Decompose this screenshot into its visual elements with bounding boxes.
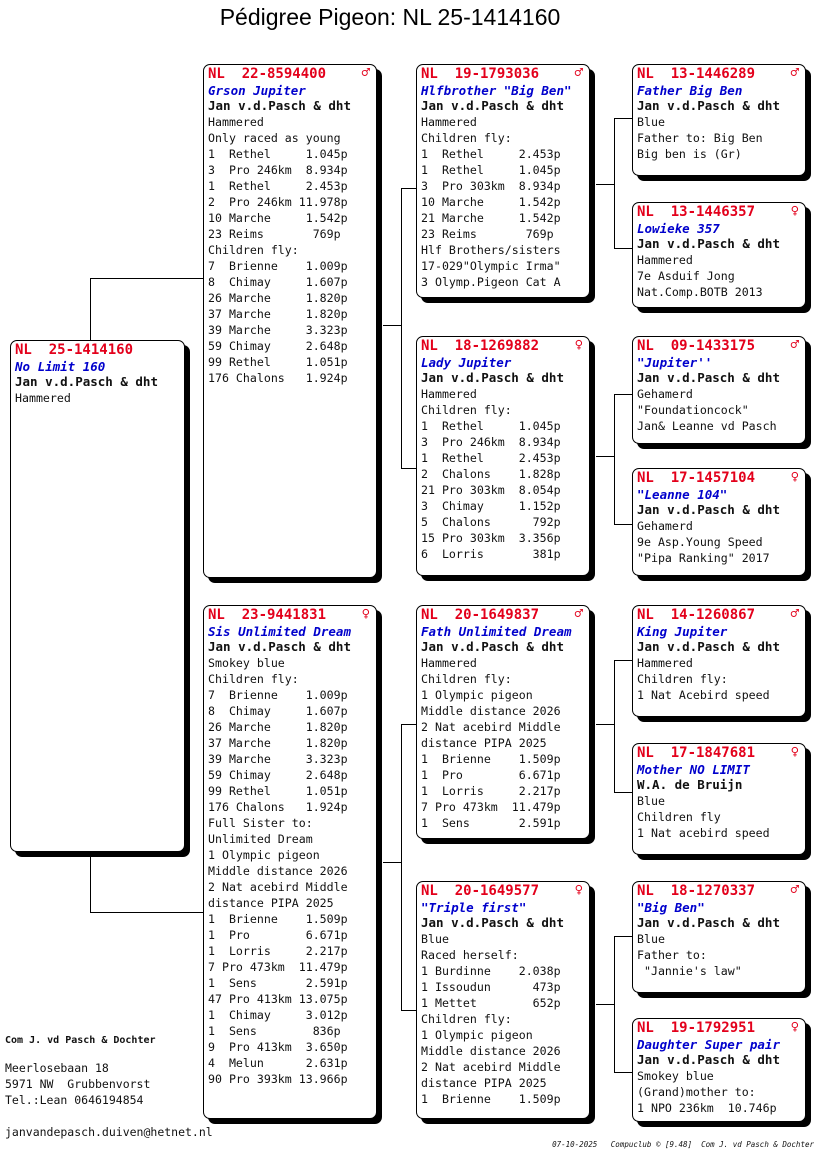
info-line: 2 Nat acebird Middle [208, 880, 348, 894]
ring-number: NL 19-1793036 [421, 66, 540, 82]
info-line: Hlf Brothers/sisters [421, 243, 561, 257]
info-line: 21 Pro 303km 8.054p [421, 483, 561, 497]
info-line: Hammered [637, 656, 693, 670]
female-symbol-icon: ♀ [574, 882, 583, 898]
info-line: Smokey blue [208, 656, 285, 670]
info-line: Raced herself: [421, 948, 519, 962]
info-line: 1 Lorris 2.217p [208, 944, 348, 958]
connector [401, 188, 402, 468]
info-line: 1 Brienne 1.509p [421, 752, 561, 766]
info-line: 59 Chimay 2.648p [208, 768, 348, 782]
pigeon-name: "Big Ben" [637, 900, 705, 915]
info-line: 1 NPO 236km 10.746p [637, 1101, 777, 1115]
info-line: 1 Issoudun 473p [421, 980, 561, 994]
ring-number: NL 13-1446357 [637, 204, 756, 220]
pigeon-name: Daughter Super pair [637, 1037, 780, 1052]
ring-number: NL 20-1649837 [421, 607, 540, 623]
pigeon-card-paternal-grandfather[interactable] [416, 64, 590, 298]
info-line: 1 Brienne 1.509p [421, 1092, 561, 1106]
info-line: 7 Brienne 1.009p [208, 688, 348, 702]
pigeon-name: Fath Unlimited Dream [421, 624, 572, 639]
info-line: Only raced as young [208, 131, 341, 145]
female-symbol-icon: ♀ [574, 337, 583, 353]
owner-name: Jan v.d.Pasch & dht [637, 236, 780, 251]
pigeon-card-ggm-2[interactable] [632, 468, 806, 576]
ring-number: NL 17-1457104 [637, 470, 756, 486]
info-line: 1 Sens 2.591p [208, 976, 348, 990]
owner-name: Jan v.d.Pasch & dht [421, 98, 564, 113]
info-line: 39 Marche 3.323p [208, 323, 348, 337]
owner-name: Jan v.d.Pasch & dht [208, 98, 351, 113]
info-line: Blue [637, 794, 665, 808]
info-line: Father to: Big Ben [637, 131, 763, 145]
info-line: Blue [637, 115, 665, 129]
connector [614, 1072, 632, 1073]
connector [614, 660, 632, 661]
print-footer: 07-10-2025 Compuclub © [9.48] Com J. vd Pasch & Dochter [552, 1140, 814, 1149]
connector [401, 724, 402, 1010]
connector [401, 724, 417, 725]
info-line: Children fly: [637, 672, 728, 686]
connector [596, 456, 614, 457]
info-line: 176 Chalons 1.924p [208, 800, 348, 814]
owner-name: Jan v.d.Pasch & dht [637, 502, 780, 517]
info-line: 7e Asduif Jong [637, 269, 735, 283]
connector [401, 1010, 417, 1011]
ring-number: NL 19-1792951 [637, 1020, 756, 1036]
ring-number: NL 22-8594400 [208, 66, 327, 82]
female-symbol-icon: ♀ [790, 1019, 799, 1035]
info-line: Hammered [208, 115, 264, 129]
info-line: Hammered [421, 115, 477, 129]
info-line: 23 Reims 769p [208, 227, 341, 241]
info-line: 3 Olymp.Pigeon Cat A [421, 275, 561, 289]
info-line: Children fly [637, 810, 721, 824]
male-symbol-icon: ♂ [790, 882, 799, 898]
info-line: 1 Lorris 2.217p [421, 784, 561, 798]
info-line: Hammered [637, 253, 693, 267]
info-line: 99 Rethel 1.051p [208, 784, 348, 798]
connector [401, 188, 417, 189]
info-line: 9 Pro 413km 3.650p [208, 1040, 348, 1054]
pigeon-name: "Jupiter'' [637, 355, 713, 370]
info-line: Jan& Leanne vd Pasch [637, 419, 777, 433]
info-line: Children fly: [421, 1012, 512, 1026]
connector [401, 468, 417, 469]
info-line: Gehamerd [637, 519, 693, 533]
pigeon-card-ggm-4[interactable] [632, 1018, 806, 1122]
info-line: 1 Mettet 652p [421, 996, 561, 1010]
connector [596, 724, 614, 725]
info-line: Children fly: [421, 131, 512, 145]
pigeon-name: Lady Jupiter [421, 355, 512, 370]
pigeon-name: Hlfbrother "Big Ben" [421, 83, 572, 98]
pigeon-card-ggf-3[interactable] [632, 605, 806, 717]
connector [596, 1004, 614, 1005]
info-line: 7 Pro 473km 11.479p [208, 960, 348, 974]
info-line: Blue [637, 932, 665, 946]
info-line: distance PIPA 2025 [421, 1076, 547, 1090]
pigeon-name: "Leanne 104" [637, 487, 728, 502]
ring-number: NL 23-9441831 [208, 607, 327, 623]
info-line: Hammered [421, 656, 477, 670]
ring-number: NL 09-1433175 [637, 338, 756, 354]
info-line: 7 Brienne 1.009p [208, 259, 348, 273]
female-symbol-icon: ♀ [790, 203, 799, 219]
ring-number: NL 18-1270337 [637, 883, 756, 899]
pigeon-card-paternal-grandmother[interactable] [416, 336, 590, 576]
pigeon-card-ggm-3[interactable] [632, 743, 806, 855]
breeder-address-2: 5971 NW Grubbenvorst [5, 1077, 151, 1091]
pigeon-card-maternal-grandfather[interactable] [416, 605, 590, 839]
male-symbol-icon: ♂ [790, 606, 799, 622]
connector [383, 325, 401, 326]
info-line: 1 Nat acebird speed [637, 826, 770, 840]
ring-number: NL 13-1446289 [637, 66, 756, 82]
pigeon-card-ggm-1[interactable] [632, 202, 806, 308]
ring-number: NL 20-1649577 [421, 883, 540, 899]
female-symbol-icon: ♀ [790, 744, 799, 760]
pigeon-name: No Limit 160 [15, 359, 106, 374]
connector [614, 394, 615, 524]
connector [614, 936, 615, 1072]
ring-number: NL 18-1269882 [421, 338, 540, 354]
male-symbol-icon: ♂ [790, 337, 799, 353]
pigeon-card-ggf-2[interactable] [632, 336, 806, 444]
connector [614, 394, 632, 395]
info-line: 1 Rethel 1.045p [421, 163, 561, 177]
info-line: 15 Pro 303km 3.356p [421, 531, 561, 545]
info-line: (Grand)mother to: [637, 1085, 756, 1099]
female-symbol-icon: ♀ [361, 606, 370, 622]
info-line: 1 Pro 6.671p [421, 768, 561, 782]
connector [614, 118, 632, 119]
pigeon-name: Grson Jupiter [208, 83, 306, 98]
info-line: 17-029"Olympic Irma" [421, 259, 561, 273]
connector [90, 912, 204, 913]
info-line: 1 Olympic pigeon [421, 1028, 533, 1042]
info-line: 1 Rethel 1.045p [208, 147, 348, 161]
info-line: Smokey blue [637, 1069, 714, 1083]
info-line: 1 Sens 2.591p [421, 816, 561, 830]
info-line: Hammered [421, 387, 477, 401]
info-line: Children fly: [208, 672, 299, 686]
connector [614, 792, 632, 793]
male-symbol-icon: ♂ [574, 65, 583, 81]
connector [614, 936, 632, 937]
pigeon-name: Father Big Ben [637, 83, 743, 98]
info-line: 26 Marche 1.820p [208, 720, 348, 734]
male-symbol-icon: ♂ [361, 65, 370, 81]
info-line: Hammered [15, 391, 71, 405]
owner-name: Jan v.d.Pasch & dht [208, 639, 351, 654]
info-line: 23 Reims 769p [421, 227, 554, 241]
info-line: 2 Chalons 1.828p [421, 467, 561, 481]
info-line: 37 Marche 1.820p [208, 736, 348, 750]
female-symbol-icon: ♀ [790, 469, 799, 485]
info-line: 4 Melun 2.631p [208, 1056, 348, 1070]
info-line: 1 Chimay 3.012p [208, 1008, 348, 1022]
info-line: 1 Rethel 2.453p [208, 179, 348, 193]
connector [614, 248, 632, 249]
info-line: Full Sister to: [208, 816, 313, 830]
info-line: Middle distance 2026 [421, 1044, 561, 1058]
info-line: 10 Marche 1.542p [421, 195, 561, 209]
info-line: 1 Rethel 2.453p [421, 451, 561, 465]
connector [614, 660, 615, 792]
pigeon-card-mother[interactable] [203, 605, 377, 1119]
breeder-name: Com J. vd Pasch & Dochter [5, 1035, 156, 1046]
info-line: 1 Olympic pigeon [208, 848, 320, 862]
owner-name: Jan v.d.Pasch & dht [421, 639, 564, 654]
connector [596, 184, 614, 185]
male-symbol-icon: ♂ [790, 65, 799, 81]
info-line: 1 Olympic pigeon [421, 688, 533, 702]
info-line: Big ben is (Gr) [637, 147, 742, 161]
info-line: 1 Brienne 1.509p [208, 912, 348, 926]
info-line: 47 Pro 413km 13.075p [208, 992, 348, 1006]
info-line: 8 Chimay 1.607p [208, 275, 348, 289]
pigeon-card-ggf-4[interactable] [632, 881, 806, 993]
info-line: 1 Rethel 2.453p [421, 147, 561, 161]
info-line: 26 Marche 1.820p [208, 291, 348, 305]
info-line: 21 Marche 1.542p [421, 211, 561, 225]
owner-name: Jan v.d.Pasch & dht [421, 915, 564, 930]
info-line: "Jannie's law" [637, 964, 742, 978]
info-line: Middle distance 2026 [421, 704, 561, 718]
pigeon-name: Lowieke 357 [637, 221, 720, 236]
info-line: 37 Marche 1.820p [208, 307, 348, 321]
info-line: distance PIPA 2025 [421, 736, 547, 750]
info-line: distance PIPA 2025 [208, 896, 334, 910]
info-line: 3 Pro 246km 8.934p [208, 163, 348, 177]
breeder-email[interactable]: janvandepasch.duiven@hetnet.nl [5, 1125, 213, 1139]
owner-name: W.A. de Bruijn [637, 777, 743, 792]
info-line: 2 Pro 246km 11.978p [208, 195, 348, 209]
owner-name: Jan v.d.Pasch & dht [637, 915, 780, 930]
info-line: 7 Pro 473km 11.479p [421, 800, 561, 814]
info-line: Blue [421, 932, 449, 946]
info-line: Father to: [637, 948, 707, 962]
pigeon-name: "Triple first" [421, 900, 527, 915]
pigeon-card-subject[interactable] [10, 340, 185, 852]
info-line: 90 Pro 393km 13.966p [208, 1072, 348, 1086]
ring-number: NL 25-1414160 [15, 342, 134, 358]
info-line: 3 Pro 246km 8.934p [421, 435, 561, 449]
info-line: 2 Nat acebird Middle [421, 720, 561, 734]
info-line: 59 Chimay 2.648p [208, 339, 348, 353]
connector [90, 852, 91, 912]
info-line: Nat.Comp.BOTB 2013 [637, 285, 763, 299]
info-line: Children fly: [208, 243, 299, 257]
info-line: 10 Marche 1.542p [208, 211, 348, 225]
info-line: 39 Marche 3.323p [208, 752, 348, 766]
info-line: Gehamerd [637, 387, 693, 401]
pigeon-name: Mother NO LIMIT [637, 762, 750, 777]
pigeon-name: Sis Unlimited Dream [208, 624, 351, 639]
pigeon-name: King Jupiter [637, 624, 728, 639]
info-line: 5 Chalons 792p [421, 515, 561, 529]
owner-name: Jan v.d.Pasch & dht [15, 374, 158, 389]
connector [90, 278, 91, 342]
info-line: 8 Chimay 1.607p [208, 704, 348, 718]
info-line: 1 Rethel 1.045p [421, 419, 561, 433]
pigeon-card-maternal-grandmother[interactable] [416, 881, 590, 1119]
owner-name: Jan v.d.Pasch & dht [637, 639, 780, 654]
info-line: Children fly: [421, 403, 512, 417]
ring-number: NL 17-1847681 [637, 745, 756, 761]
info-line: 2 Nat acebird Middle [421, 1060, 561, 1074]
ring-number: NL 14-1260867 [637, 607, 756, 623]
info-line: 6 Lorris 381p [421, 547, 561, 561]
info-line: 1 Nat Acebird speed [637, 688, 770, 702]
page-title: Pédigree Pigeon: NL 25-1414160 [219, 4, 561, 30]
owner-name: Jan v.d.Pasch & dht [637, 1052, 780, 1067]
owner-name: Jan v.d.Pasch & dht [421, 370, 564, 385]
info-line: 1 Sens 836p [208, 1024, 341, 1038]
owner-name: Jan v.d.Pasch & dht [637, 98, 780, 113]
info-line: 3 Chimay 1.152p [421, 499, 561, 513]
info-line: "Foundationcock" [637, 403, 749, 417]
male-symbol-icon: ♂ [574, 606, 583, 622]
breeder-address-1: Meerlosebaan 18 [5, 1061, 109, 1075]
info-line: Middle distance 2026 [208, 864, 348, 878]
pigeon-card-ggf-1[interactable] [632, 64, 806, 176]
owner-name: Jan v.d.Pasch & dht [637, 370, 780, 385]
pigeon-card-father[interactable] [203, 64, 377, 578]
connector [614, 524, 632, 525]
info-line: Children fly: [421, 672, 512, 686]
info-line: "Pipa Ranking" 2017 [637, 551, 770, 565]
info-line: 9e Asp.Young Speed [637, 535, 763, 549]
info-line: Unlimited Dream [208, 832, 313, 846]
connector [614, 118, 615, 248]
info-line: 176 Chalons 1.924p [208, 371, 348, 385]
info-line: 3 Pro 303km 8.934p [421, 179, 561, 193]
info-line: 1 Pro 6.671p [208, 928, 348, 942]
info-line: 1 Burdinne 2.038p [421, 964, 561, 978]
breeder-phone: Tel.:Lean 0646194854 [5, 1093, 144, 1107]
connector [383, 862, 401, 863]
info-line: 99 Rethel 1.051p [208, 355, 348, 369]
connector [90, 278, 204, 279]
